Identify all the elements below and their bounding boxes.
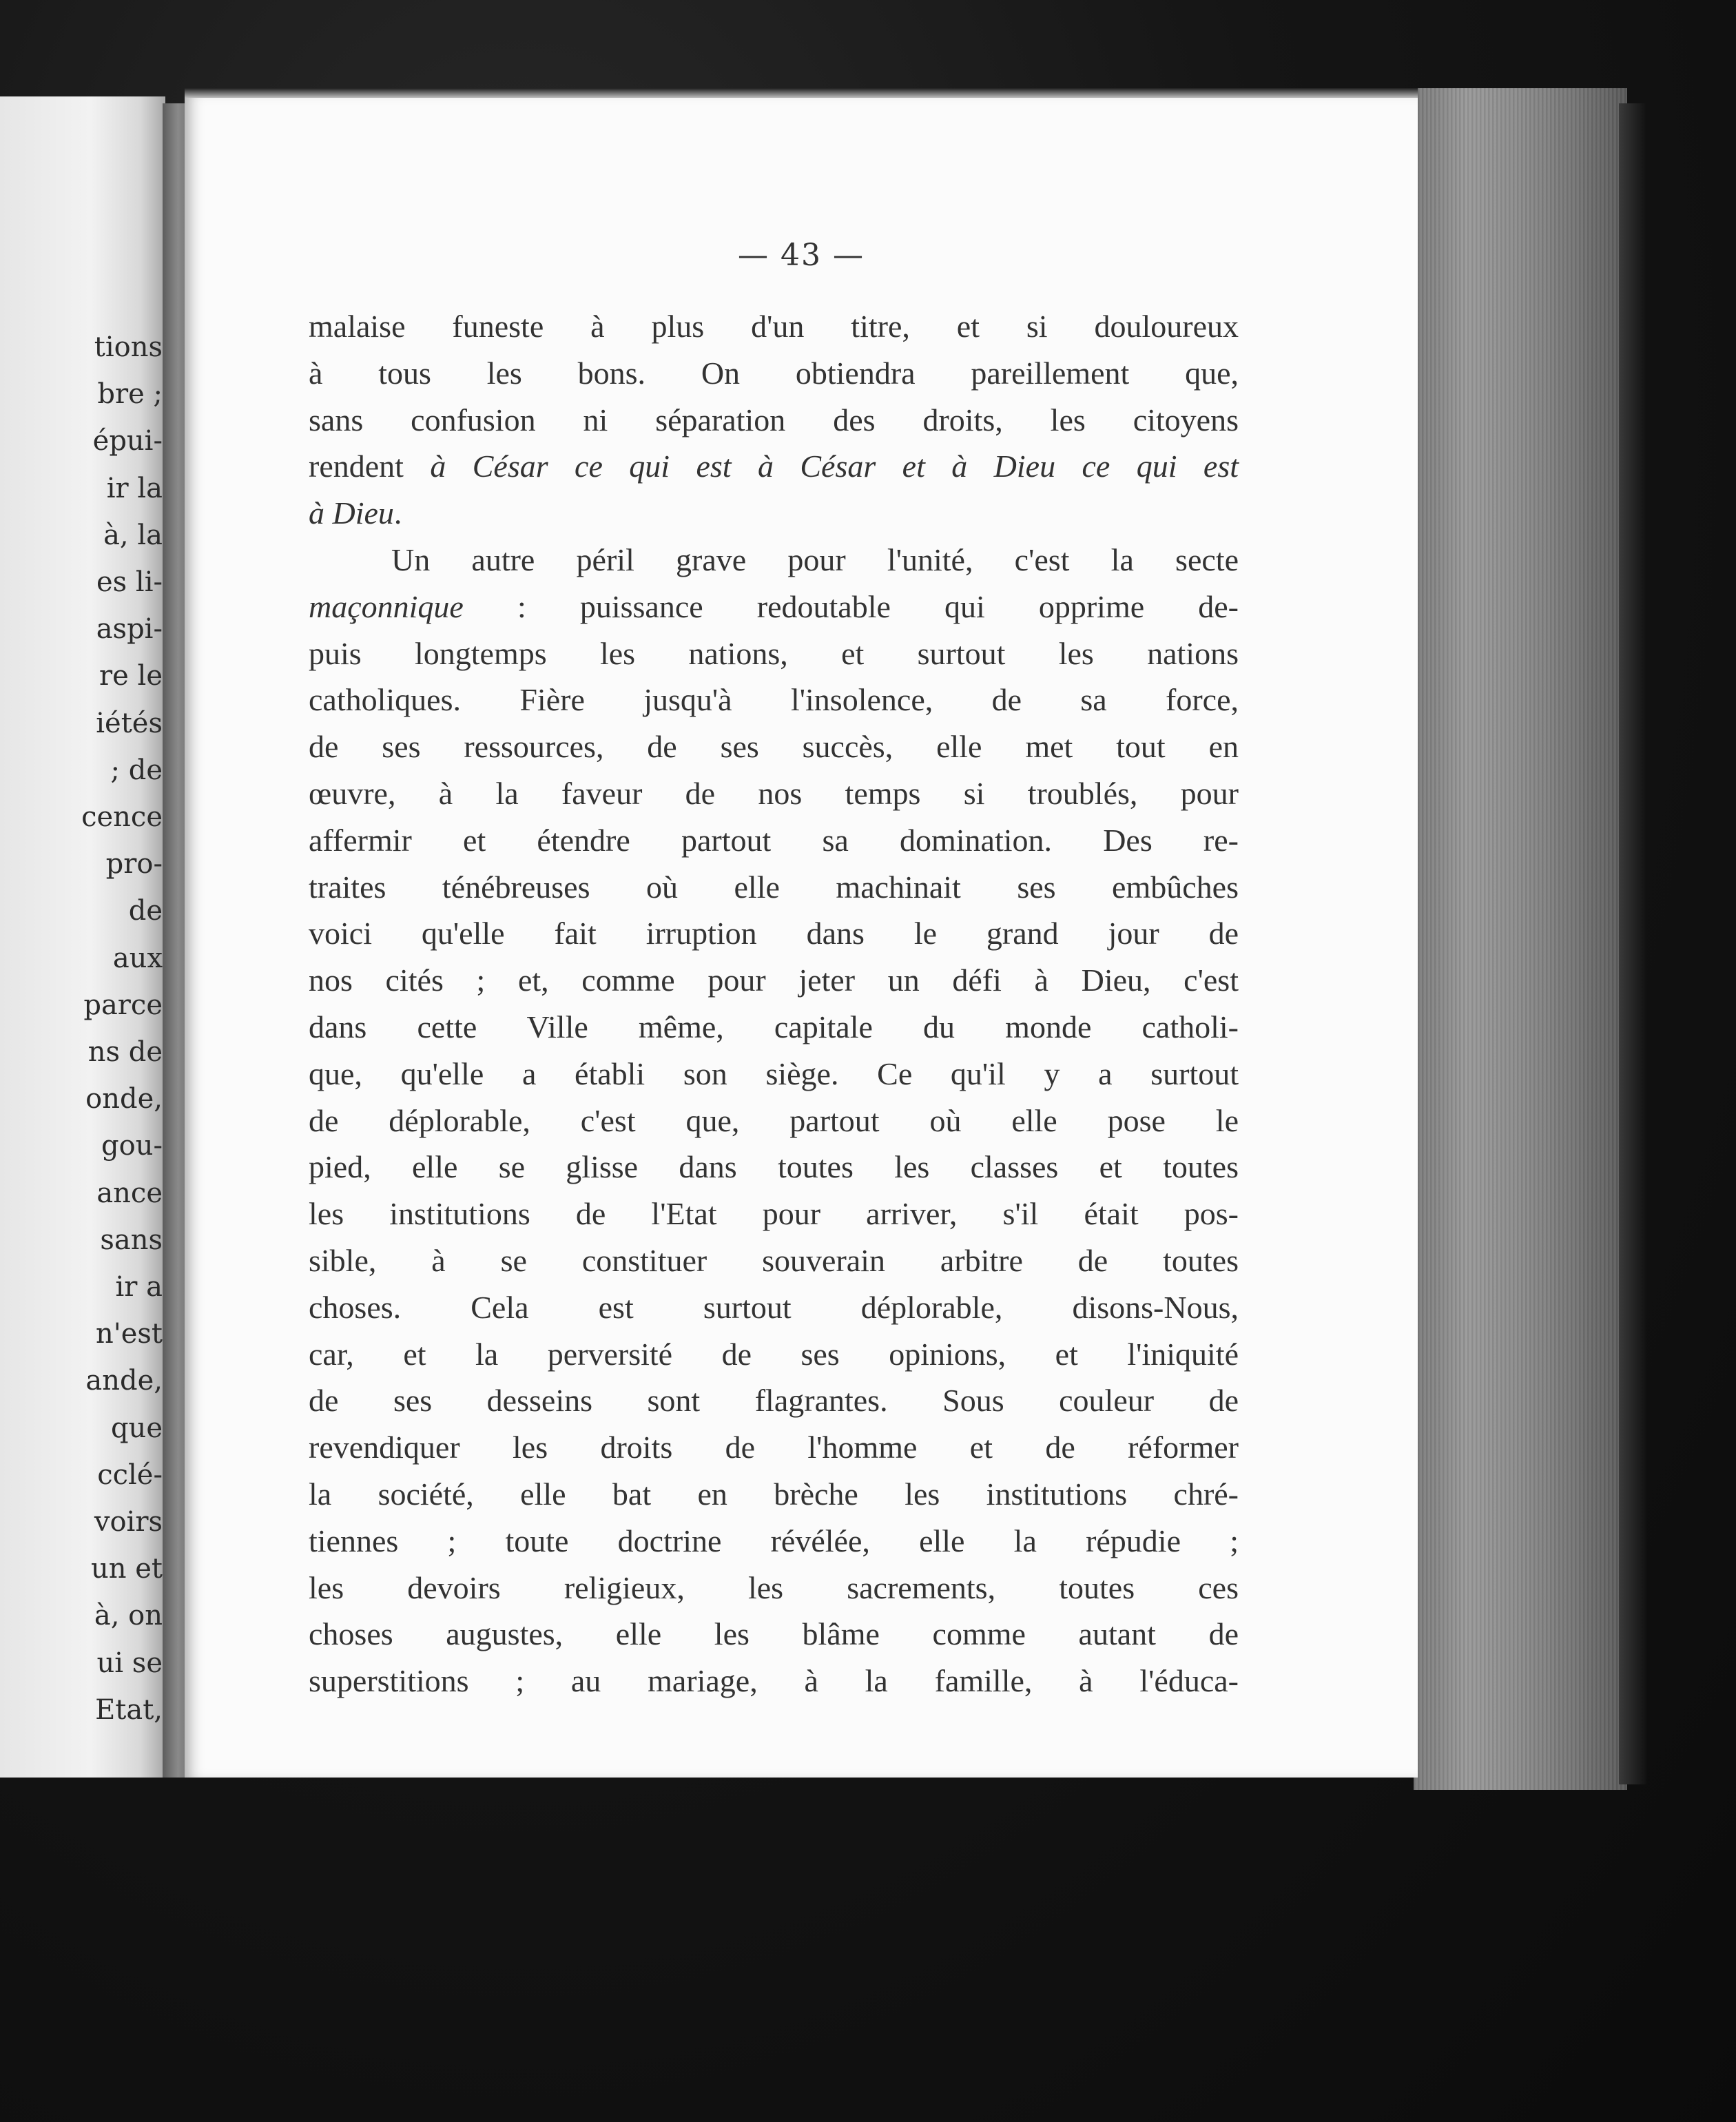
text-line (309, 1284, 1239, 1331)
previous-page-line: parce (83, 989, 163, 1021)
line-text: catholiques. Fière jusqu'à l'insolence, de sa force, (309, 682, 1239, 718)
italic-text: à César ce qui est à César et à Dieu ce qui est (430, 449, 1239, 484)
book-page (185, 96, 1418, 1778)
line-text: œuvre, à la faveur de nos temps si troublés, pour (309, 775, 1239, 811)
text-line (309, 537, 1239, 584)
line-text: choses. Cela est surtout déplorable, disons-Nous, (309, 1289, 1239, 1325)
text-line (309, 584, 1239, 630)
previous-page-line: cence (81, 801, 163, 834)
text-line (309, 1377, 1239, 1424)
line-text: sible, à se constituer souverain arbitre de toutes (309, 1242, 1239, 1278)
previous-page-line: pro- (105, 848, 163, 880)
text-line (309, 1471, 1239, 1518)
line-text: la société, elle bat en brèche les institutions chré- (309, 1476, 1239, 1512)
previous-page-line: ns de (87, 1036, 163, 1069)
text-line (309, 1051, 1239, 1098)
previous-page-line: aux (112, 942, 163, 974)
text-line (309, 1237, 1239, 1284)
book-edge-shadow (1619, 103, 1646, 1784)
text-line (309, 1424, 1239, 1471)
previous-page-line: re le (99, 660, 163, 692)
line-text: voici qu'elle fait irruption dans le grand jour de (309, 916, 1239, 951)
text-line (309, 1331, 1239, 1378)
text-line (309, 397, 1239, 444)
previous-page-line: ance (96, 1177, 163, 1209)
previous-page-line: ir la (106, 472, 163, 504)
line-text: dans cette Ville même, capitale du monde catholi- (309, 1009, 1239, 1044)
previous-page-line: ir a (115, 1271, 163, 1304)
line-text: que, qu'elle a établi son siège. Ce qu'il y a surtout (309, 1055, 1239, 1091)
line-text: choses augustes, elle les blâme comme autant de (309, 1616, 1239, 1652)
previous-page-line: Etat, (95, 1693, 163, 1726)
previous-page-line: épui- (92, 425, 163, 457)
line-text: puis longtemps les nations, et surtout les nations (309, 635, 1239, 671)
line-text: : puissance redoutable qui opprime de- (463, 588, 1239, 624)
previous-page-line: n'est (95, 1318, 163, 1350)
text-line (309, 1144, 1239, 1191)
previous-page-line: bre ; (97, 378, 163, 411)
text-line (309, 1098, 1239, 1144)
text-line (309, 677, 1239, 723)
text-line (309, 910, 1239, 957)
text-line (309, 1518, 1239, 1565)
text-line (309, 1191, 1239, 1237)
text-line (309, 864, 1239, 911)
line-text: . (393, 495, 402, 531)
previous-page-line: un et (91, 1553, 163, 1585)
line-text: malaise funeste à plus d'un titre, et si douloureux (309, 309, 1239, 344)
previous-page-line: es li- (96, 566, 163, 599)
previous-page-line: que (110, 1412, 163, 1444)
previous-page-line: aspi- (96, 613, 163, 646)
previous-page-line: à, la (103, 519, 163, 551)
line-text: superstitions ; au mariage, à la famille, à l'éduca- (309, 1663, 1239, 1699)
line-text: sans confusion ni séparation des droits, les citoyens (309, 402, 1239, 437)
text-line (309, 1565, 1239, 1611)
previous-page-text (0, 324, 163, 1733)
text-line (309, 443, 1239, 490)
text-line (309, 303, 1239, 350)
line-text: de ses ressources, de ses succès, elle met tout en (309, 729, 1239, 765)
line-text: les devoirs religieux, les sacrements, toutes ces (309, 1569, 1239, 1605)
previous-page-line: tions (94, 331, 163, 363)
page-number: — 43 — (738, 238, 865, 273)
text-line (309, 957, 1239, 1004)
line-text: car, et la perversité de ses opinions, et l'iniquité (309, 1336, 1239, 1372)
text-line (309, 1658, 1239, 1704)
page-top-edge (185, 88, 1418, 98)
line-text: traites ténébreuses où elle machinait ses embûches (309, 869, 1239, 905)
italic-text: à Dieu (309, 495, 394, 531)
line-text: à tous les bons. On obtiendra pareillement que, (309, 355, 1239, 391)
previous-page-line: onde, (85, 1083, 163, 1115)
page-edge-stack (1414, 88, 1627, 1790)
line-text: de déplorable, c'est que, partout où elle pose le (309, 1102, 1239, 1138)
previous-page (0, 96, 165, 1778)
text-line (309, 490, 1239, 537)
text-line (309, 1004, 1239, 1051)
previous-page-line: ; de (110, 754, 163, 786)
previous-page-line: cclé- (97, 1459, 163, 1491)
text-line (309, 817, 1239, 864)
previous-page-line: à, on (94, 1600, 163, 1632)
text-line (309, 723, 1239, 770)
previous-page-line: sans (100, 1224, 163, 1256)
text-line (309, 770, 1239, 817)
text-line (309, 630, 1239, 677)
text-line (309, 350, 1239, 397)
line-text: tiennes ; toute doctrine révélée, elle la répudie ; (309, 1523, 1239, 1558)
previous-page-line: gou- (101, 1130, 163, 1162)
line-text: affermir et étendre partout sa domination. Des re- (309, 822, 1239, 858)
previous-page-line: ui se (96, 1647, 163, 1679)
line-text: rendent (309, 449, 431, 484)
line-text: de ses desseins sont flagrantes. Sous couleur de (309, 1383, 1239, 1419)
line-text: pied, elle se glisse dans toutes les classes et toutes (309, 1149, 1239, 1185)
italic-text: maçonnique (309, 588, 464, 624)
line-text: nos cités ; et, comme pour jeter un défi à Dieu, c'est (309, 962, 1239, 998)
line-text: revendiquer les droits de l'homme et de réformer (309, 1430, 1239, 1465)
previous-page-line: iétés (96, 707, 163, 739)
previous-page-line: de (128, 895, 163, 927)
page-body-text (309, 303, 1239, 1704)
text-line (309, 1611, 1239, 1658)
previous-page-line: ande, (85, 1365, 163, 1397)
line-text: les institutions de l'Etat pour arriver, s'il était pos- (309, 1196, 1239, 1232)
previous-page-line: voirs (94, 1506, 163, 1538)
line-text: Un autre péril grave pour l'unité, c'est la secte (391, 542, 1239, 577)
